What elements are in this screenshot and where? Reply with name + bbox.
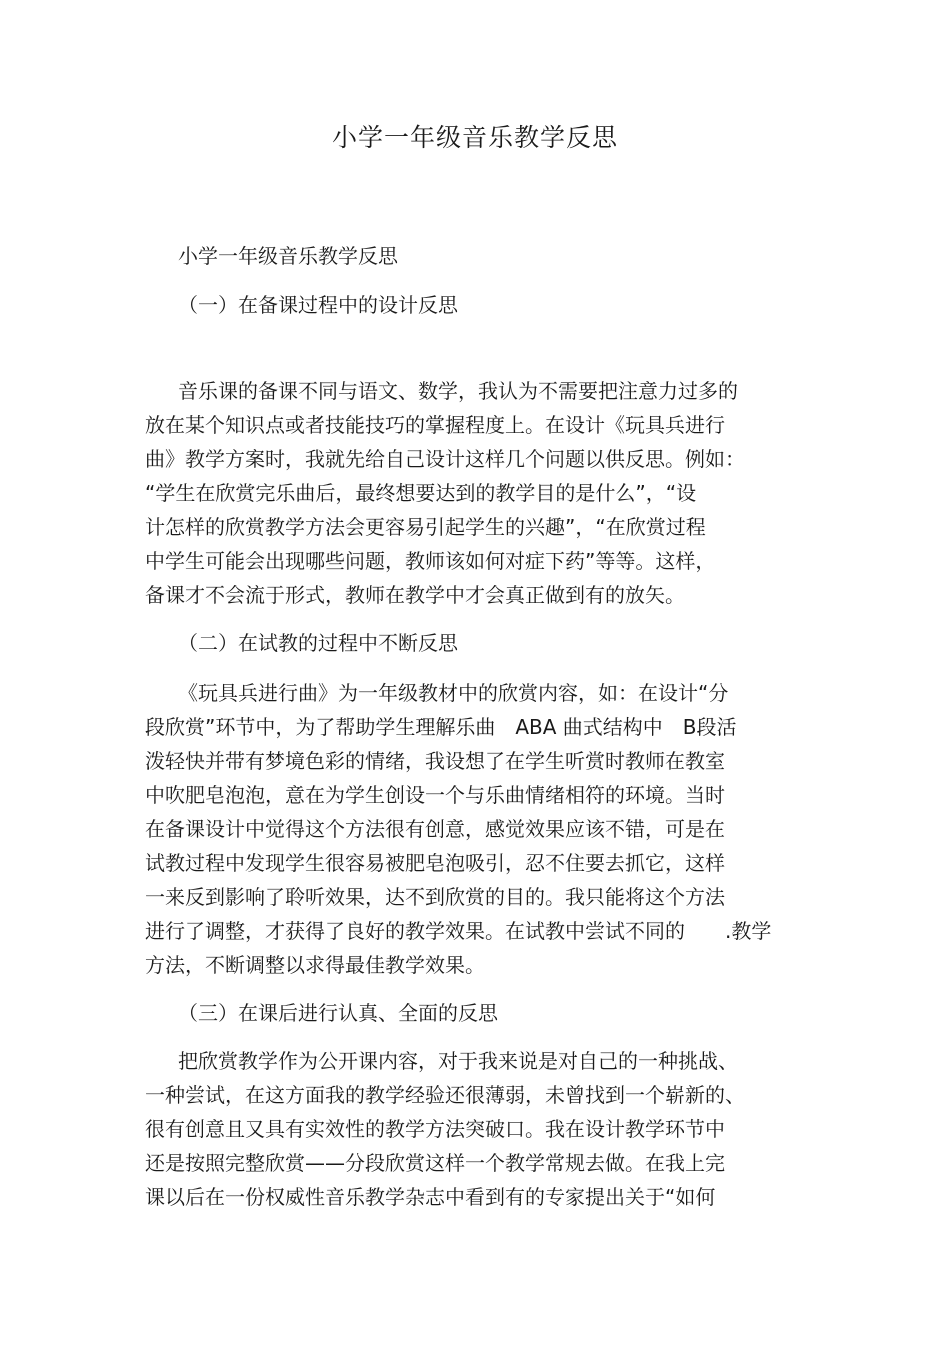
paragraph-line: 中吹肥皂泡泡，意在为学生创设一个与乐曲情绪相符的环境。当时 [145, 783, 725, 807]
paragraph-line: 放在某个知识点或者技能技巧的掌握程度上。在设计《玩具兵进行 [145, 413, 725, 437]
paragraph-line: 计怎样的欣赏教学方法会更容易引起学生的兴趣”，“在欣赏过程 [145, 515, 706, 539]
page-title: 小学一年级音乐教学反思 [331, 123, 618, 152]
paragraph-line: 在备课设计中觉得这个方法很有创意，感觉效果应该不错，可是在 [145, 817, 725, 841]
paragraph-line: 课以后在一份权威性音乐教学杂志中看到有的专家提出关于“如何 [145, 1185, 716, 1209]
paragraph-line: 把欣赏教学作为公开课内容，对于我来说是对自己的一种挑战、 [178, 1049, 738, 1073]
paragraph-line: 试教过程中发现学生很容易被肥皂泡吸引，忍不住要去抓它，这样 [145, 851, 725, 875]
paragraph-line: 中学生可能会出现哪些问题，教师该如何对症下药”等等。这样， [145, 549, 716, 573]
subtitle: 小学一年级音乐教学反思 [178, 244, 398, 268]
paragraph-line: 方法，不断调整以求得最佳教学效果。 [145, 953, 485, 977]
section-heading-3: （三）在课后进行认真、全面的反思 [178, 1001, 498, 1025]
paragraph-line: 曲》教学方案时，我就先给自己设计这样几个问题以供反思。例如： [145, 447, 745, 471]
paragraph-line: 音乐课的备课不同与语文、数学，我认为不需要把注意力过多的 [178, 379, 738, 403]
paragraph-line: 一来反到影响了聆听效果，达不到欣赏的目的。我只能将这个方法 [145, 885, 725, 909]
paragraph-line: 备课才不会流于形式，教师在教学中才会真正做到有的放矢。 [145, 583, 685, 607]
paragraph-line: 段欣赏”环节中，为了帮助学生理解乐曲 ABA 曲式结构中 B段活 [145, 715, 737, 739]
paragraph-line: 进行了调整，才获得了良好的教学效果。在试教中尝试不同的 .教学 [145, 919, 772, 943]
paragraph-line: 《玩具兵进行曲》为一年级教材中的欣赏内容，如：在设计“分 [178, 681, 729, 705]
paragraph-line: 一种尝试，在这方面我的教学经验还很薄弱，未曾找到一个崭新的、 [145, 1083, 745, 1107]
section-heading-1: （一）在备课过程中的设计反思 [178, 293, 458, 317]
paragraph-line: 还是按照完整欣赏——分段欣赏这样一个教学常规去做。在我上完 [145, 1151, 725, 1175]
paragraph-line: 泼轻快并带有梦境色彩的情绪，我设想了在学生听赏时教师在教室 [145, 749, 725, 773]
paragraph-line: 很有创意且又具有实效性的教学方法突破口。我在设计教学环节中 [145, 1117, 725, 1141]
section-heading-2: （二）在试教的过程中不断反思 [178, 631, 458, 655]
paragraph-line: “学生在欣赏完乐曲后，最终想要达到的教学目的是什么”，“设 [145, 481, 697, 505]
